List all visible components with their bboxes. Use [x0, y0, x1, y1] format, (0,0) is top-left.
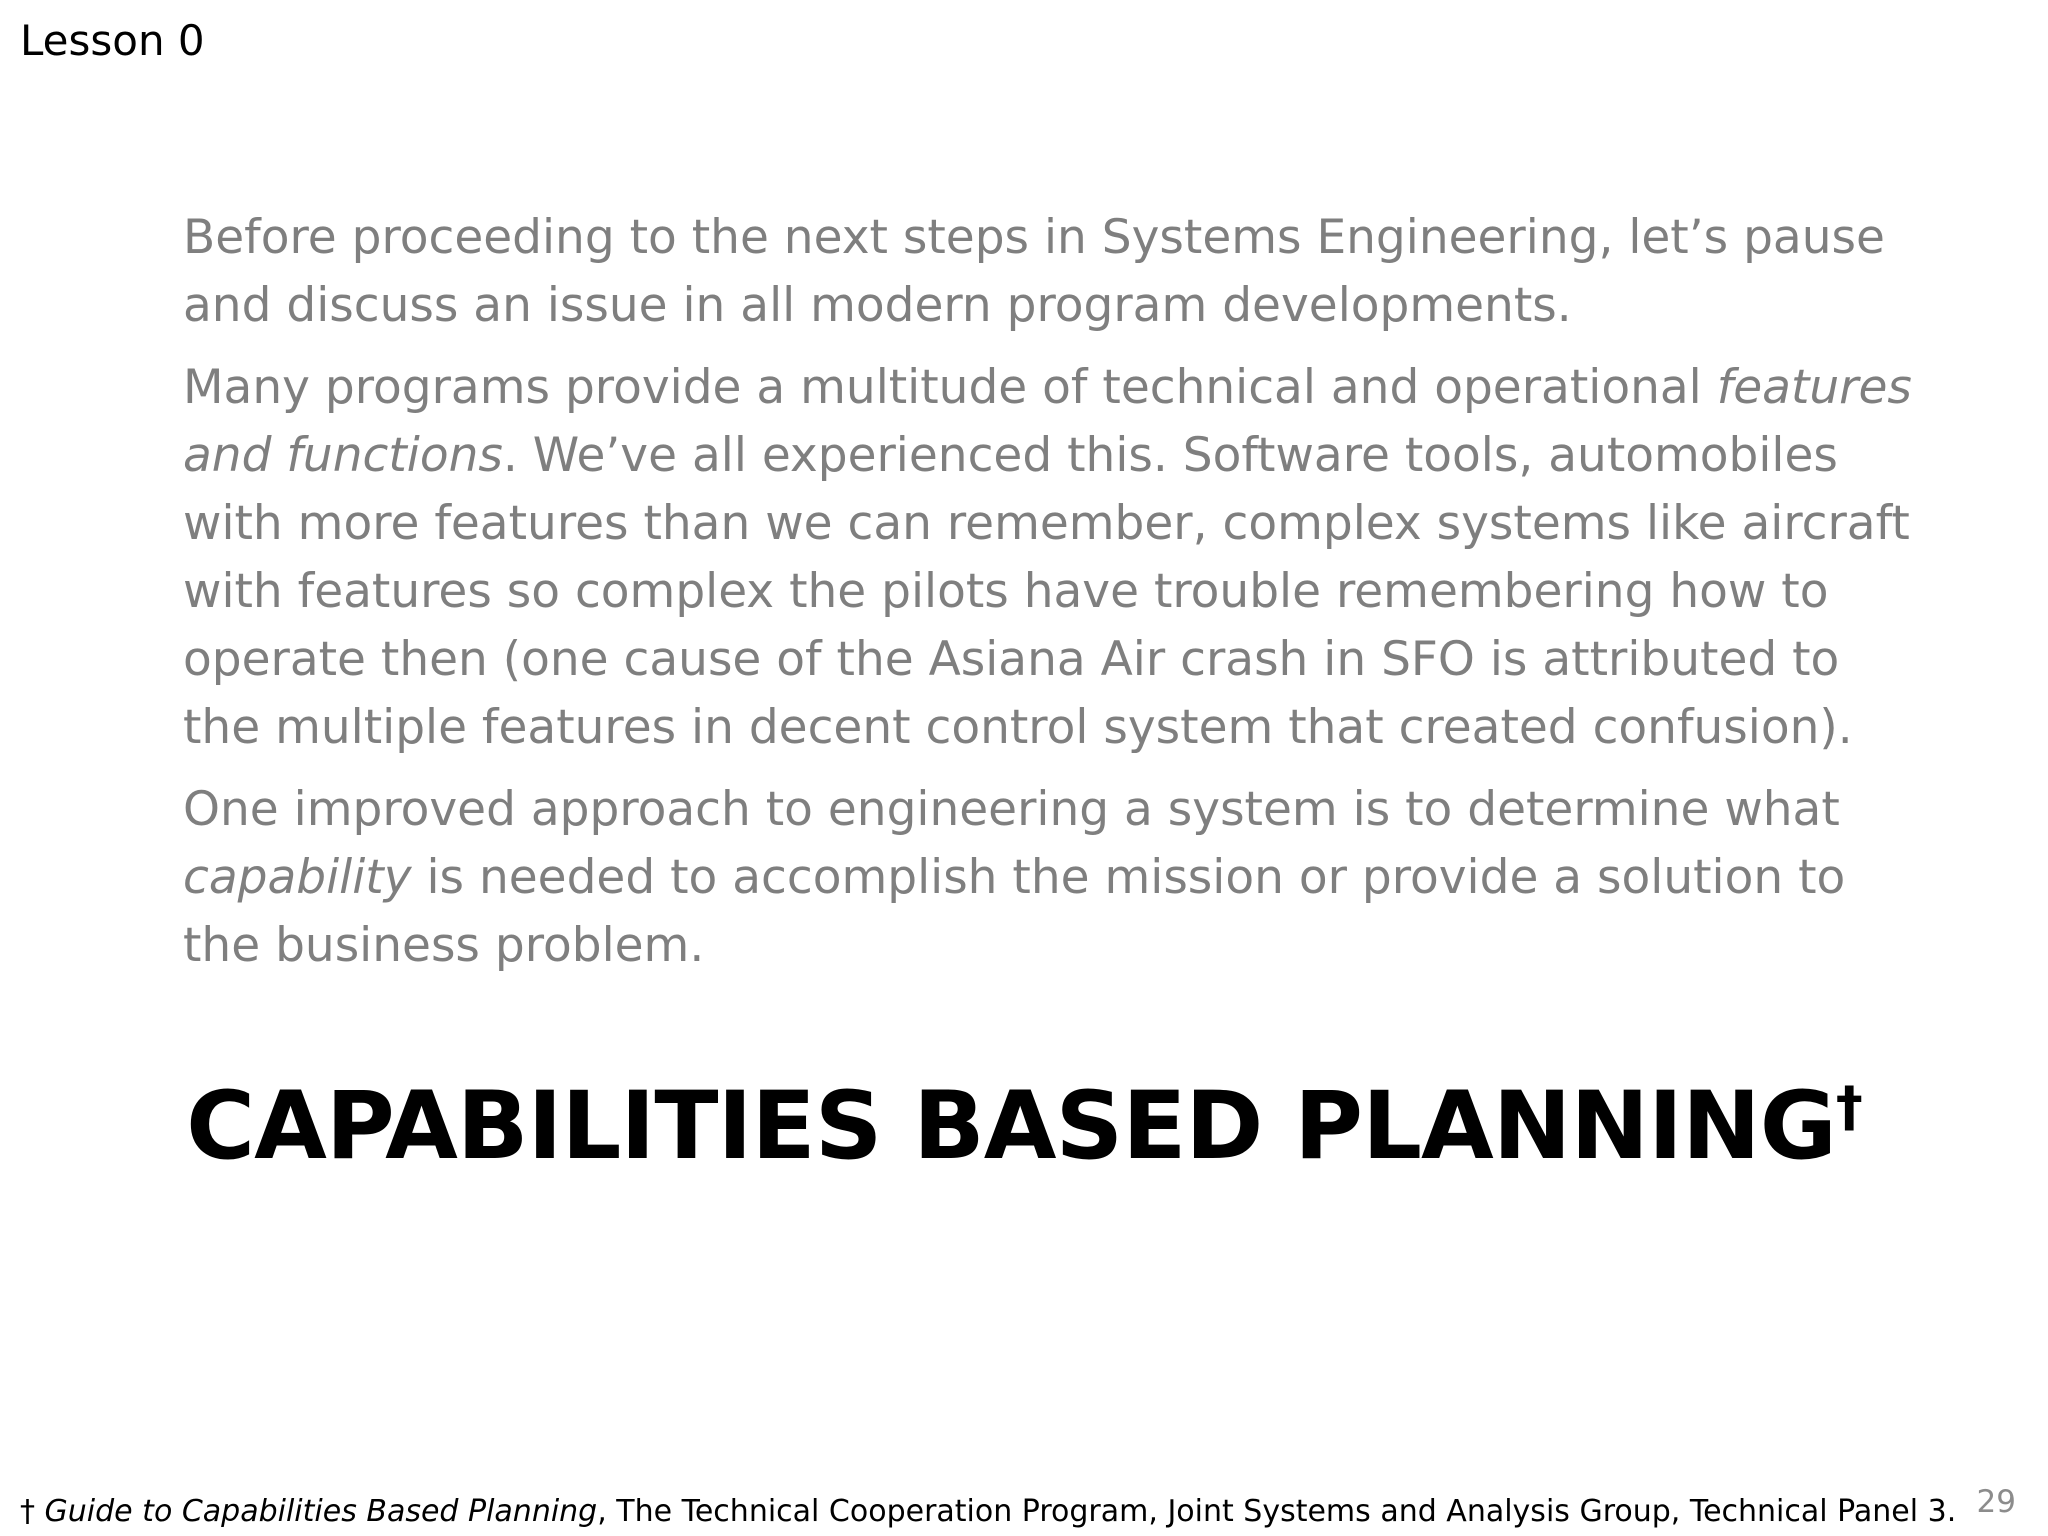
paragraph-2-text-end: . We’ve all experienced this. Software tools, automobiles with more features than we can remember, complex systems like aircraft with features so complex the pilots have trouble remembering how to operate then (one cause of the Asiana Air crash in SFO is attributed to the multiple features in decent control system that created confusion). [183, 428, 1910, 755]
footnote [20, 1494, 1956, 1529]
footnote-title: Guide to Capabilities Based Planning [44, 1494, 598, 1529]
body-text [183, 204, 1923, 994]
paragraph-2-italic: features and functions [183, 360, 1912, 483]
slide-heading [0, 1072, 2048, 1181]
paragraph-1 [183, 204, 1923, 340]
paragraph-1-text: Before proceeding to the next steps in Systems Engineering, let’s pause and discuss an issue in all modern program developments. [183, 210, 1885, 333]
paragraph-3 [183, 776, 1923, 980]
footnote-mark: † [20, 1494, 35, 1529]
heading-dagger-mark: † [1835, 1075, 1862, 1139]
footnote-text: , The Technical Cooperation Program, Joint Systems and Analysis Group, Technical Panel 3. [597, 1494, 1957, 1529]
paragraph-2 [183, 354, 1923, 762]
page-number: 29 [1976, 1484, 2016, 1520]
slide-heading-text: CAPABILITIES BASED PLANNING [186, 1072, 1836, 1181]
paragraph-3-text-end: is needed to accomplish the mission or provide a solution to the business problem. [183, 850, 1846, 973]
paragraph-3-text-start: One improved approach to engineering a system is to determine what [183, 782, 1840, 837]
lesson-label: Lesson 0 [20, 16, 205, 65]
paragraph-2-text-start: Many programs provide a multitude of technical and operational [183, 360, 1717, 415]
paragraph-3-italic: capability [183, 850, 412, 905]
